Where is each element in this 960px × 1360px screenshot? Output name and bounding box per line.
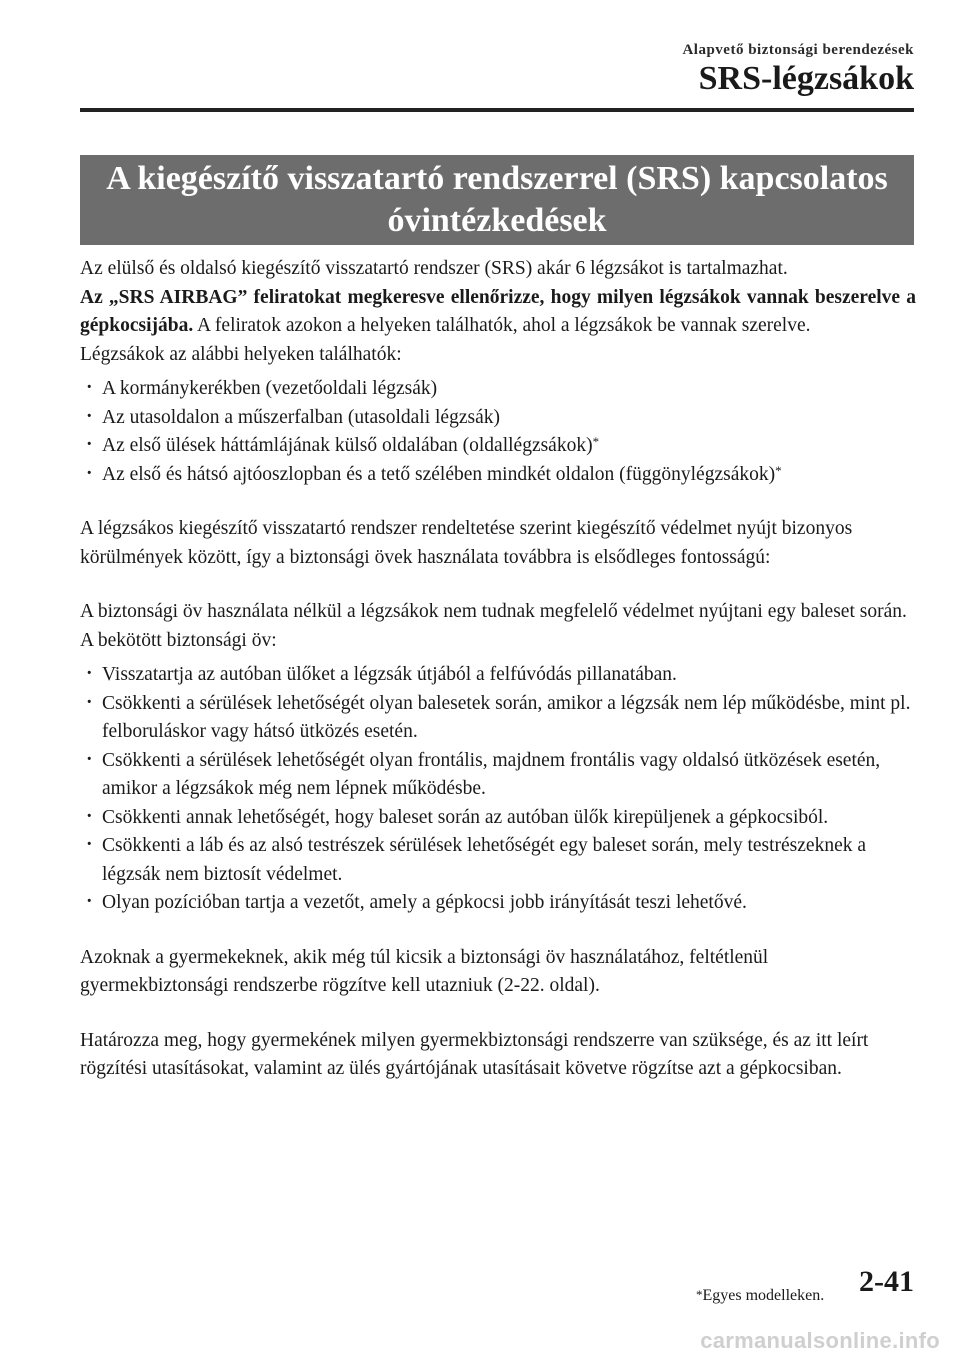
watermark: carmanualsonline.info	[700, 1328, 940, 1353]
footer-note: *Egyes modelleken.	[696, 1287, 825, 1304]
banner-title: A kiegészítő visszatartó rendszerrel (SRS) kapcsolatos óvintézkedések	[106, 160, 888, 239]
header-rule	[80, 108, 914, 112]
list-item: · Az első ülések háttámlájának külső oldalában (oldallégzsákok)*	[80, 432, 916, 461]
list-item: · A kormánykerékben (vezetőoldali légzsák)	[80, 375, 916, 404]
intro-bold-instruction: Az „SRS AIRBAG” feliratokat megkeresve ellenőrizze, hogy milyen légzsákok vannak beszerelve a gépkocsijába.	[80, 286, 916, 336]
body-content	[80, 255, 916, 1084]
list-item: · Csökkenti a láb és az alsó testrészek sérülések lehetőségét egy baleset során, mely testrészeknek a légzsák nem biztosít védelmet.	[80, 832, 916, 889]
list-item: · Az első és hátsó ajtóoszlopban és a tető szélében mindkét oldalon (függönylégzsákok)*	[80, 461, 916, 490]
section-banner	[80, 155, 914, 245]
supplemental-paragraph: A légzsákos kiegészítő visszatartó rendszer rendeltetése szerint kiegészítő védelmet nyújt bizonyos körülmények között, így a biztonsági övek használata továbbra is elsődleges fontosságú:	[80, 518, 853, 568]
list-item: · Visszatartja az autóban ülőket a légzsák útjából a felfúvódás pillanatában.	[80, 661, 916, 690]
intro-paragraph	[80, 255, 916, 369]
children-paragraph: Azoknak a gyermekeknek, akik még túl kicsik a biztonsági öv használatához, feltétlenül gyermekbiztonsági rendszerbe rögzítve kell utazniuk (2-22. oldal).	[80, 946, 769, 996]
list-item: · Az utasoldalon a műszerfalban (utasoldali légzsák)	[80, 404, 916, 433]
locations-label: Légzsákok az alábbi helyeken találhatók:	[80, 343, 402, 365]
seatbelt-paragraph: A biztonsági öv használata nélkül a légzsákok nem tudnak megfelelő védelmet nyújtani egy baleset során. A bekötött biztonsági öv:	[80, 601, 907, 651]
seatbelt-benefits-list	[80, 661, 916, 918]
airbag-locations-list	[80, 375, 916, 489]
intro-line: Az elülső és oldalsó kiegészítő visszatartó rendszer (SRS) akár 6 légzsákot is tartalmazhat.	[80, 258, 788, 279]
page-number: 2-41	[859, 1265, 914, 1298]
list-item: · Csökkenti a sérülések lehetőségét olyan frontális, majdnem frontális vagy oldalsó ütközések esetén, amikor a légzsákok még nem lépnek működésbe.	[80, 747, 916, 804]
intro-rest: A feliratok azokon a helyeken találhatók, ahol a légzsákok be vannak szerelve.	[193, 315, 811, 336]
list-item: · Olyan pozícióban tartja a vezetőt, amely a gépkocsi jobb irányítását teszi lehetővé.	[80, 889, 916, 918]
list-item: · Csökkenti a sérülések lehetőségét olyan balesetek során, amikor a légzsák nem lép működésbe, mint pl. felboruláskor vagy hátsó ütközés esetén.	[80, 690, 916, 747]
determine-paragraph: Határozza meg, hogy gyermekének milyen gyermekbiztonsági rendszerre van szüksége, és az itt leírt rögzítési utasításokat, valamint az ülés gyártójának utasításait követve rögzítse azt a gépkocsiban.	[80, 1029, 869, 1079]
header-title: SRS-légzsákok	[698, 60, 914, 97]
list-item: · Csökkenti annak lehetőségét, hogy baleset során az autóban ülők kirepüljenek a gépkocsiból.	[80, 804, 916, 833]
header-section-label: Alapvető biztonsági berendezések	[682, 42, 914, 58]
